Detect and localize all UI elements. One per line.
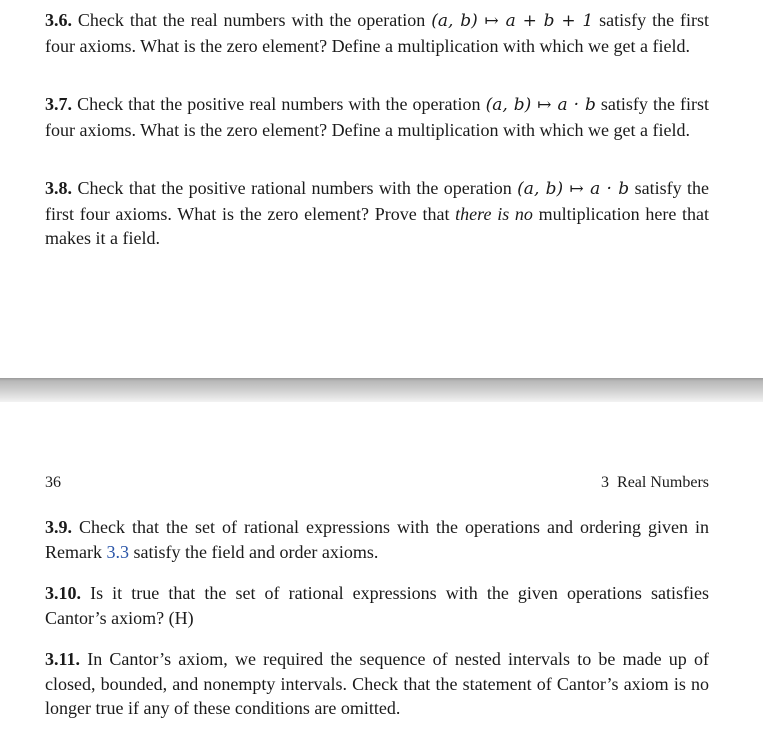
page-separator — [0, 378, 763, 402]
exercise-3-6 — [45, 8, 709, 58]
page-number: 36 — [45, 474, 61, 491]
math-operation: (a, b) ↦ a · b — [517, 179, 630, 199]
exercise-text: satisfy the field and order axioms. — [133, 541, 379, 562]
remark-reference-link[interactable]: 3.3 — [106, 541, 129, 562]
math-operation: (a, b) ↦ a · b — [485, 95, 596, 115]
exercise-number: 3.8. — [45, 178, 72, 198]
exercise-3-9 — [45, 515, 709, 564]
exercise-3-11 — [45, 647, 709, 721]
exercise-number: 3.6. — [45, 10, 72, 30]
math-operation: (a, b) ↦ a + b + 1 — [431, 11, 594, 31]
emphasis-text: there is no — [455, 203, 533, 224]
exercise-number: 3.10. — [45, 583, 81, 603]
exercise-text: Check that the positive real numbers with the operation — [77, 94, 481, 114]
exercise-3-7 — [45, 92, 709, 142]
exercise-text: Is it true that the set of rational expressions with the given operations satisfies Cantor’s axiom? (H) — [45, 583, 710, 628]
exercise-text: Check that the set of rational expressions with the operations and ordering given in Remark — [45, 517, 709, 562]
exercise-text: satisfy the first four axioms. What is the zero element? Prove that — [45, 178, 710, 224]
exercise-text: Check that the real numbers with the operation — [77, 10, 426, 30]
chapter-number: 3 — [601, 474, 610, 491]
exercise-text: satisfy the first four axioms. What is the zero element? Define a multiplication with which we get a field. — [45, 10, 709, 56]
exercise-number: 3.9. — [45, 517, 72, 537]
exercise-text: In Cantor’s axiom, we required the sequence of nested intervals to be made up of closed, bounded, and nonempty intervals. Check that the statement of Cantor’s axiom is no longer true if any of these conditions are omitted. — [45, 649, 709, 718]
exercise-number: 3.11. — [45, 649, 81, 669]
chapter-title: Real Numbers — [617, 474, 709, 491]
exercise-3-10 — [45, 581, 709, 630]
chapter-heading — [601, 474, 709, 492]
exercise-number: 3.7. — [45, 94, 72, 114]
exercise-text: Check that the positive rational numbers with the operation — [77, 178, 512, 198]
running-head — [45, 474, 709, 496]
exercise-3-8 — [45, 176, 709, 251]
exercise-text: satisfy the first four axioms. What is the zero element? Define a multiplication with which we get a field. — [45, 94, 710, 140]
exercise-text: multiplication here that makes it a field. — [45, 203, 710, 248]
